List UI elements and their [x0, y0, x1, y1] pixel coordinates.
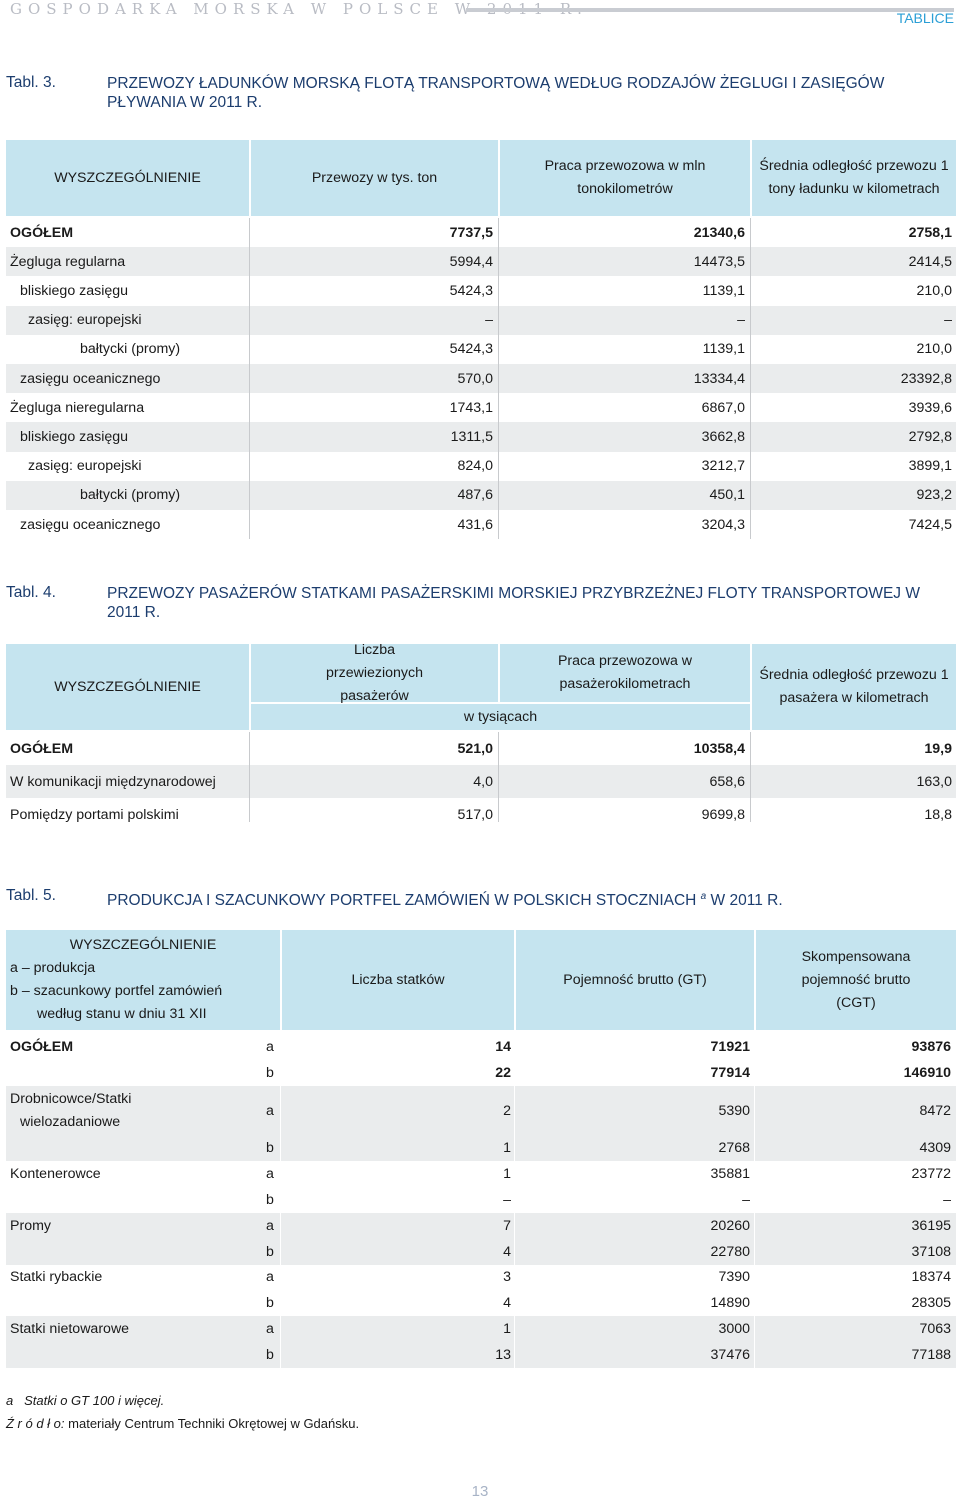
value-cgt: 23772 — [911, 1166, 951, 1183]
value-transport: 5424,3 — [449, 282, 493, 299]
table5-header-spec-a: a – produkcja — [10, 960, 96, 976]
table-row — [6, 1034, 956, 1060]
column-divider — [514, 1034, 515, 1368]
table4-header-spec: WYSZCZEGÓLNIENIE — [6, 644, 249, 730]
table-row — [6, 1086, 956, 1136]
value-transport: 487,6 — [457, 487, 493, 504]
table4-number: Tabl. 4. — [6, 584, 56, 601]
value-distance: 18,8 — [924, 806, 952, 823]
value-work: 3204,3 — [701, 516, 745, 533]
table-row — [6, 1265, 956, 1291]
value-passengers: 517,0 — [457, 806, 493, 823]
value-distance: 2414,5 — [908, 253, 952, 270]
table-row — [6, 1213, 956, 1239]
value-distance: 923,2 — [916, 487, 952, 504]
value-distance: 3939,6 — [908, 399, 952, 416]
row-kind: b — [266, 1140, 274, 1157]
table-row — [6, 1187, 956, 1213]
column-divider — [280, 1034, 281, 1368]
row-label: bliskiego zasięgu — [20, 282, 129, 299]
row-kind: a — [266, 1038, 274, 1055]
value-work: 9699,8 — [701, 806, 745, 823]
value-distance: 2758,1 — [908, 224, 952, 241]
value-cgt: 146910 — [903, 1064, 951, 1081]
row-label: Statki rybackie — [10, 1269, 103, 1286]
row-label: Żegluga nieregularna — [10, 399, 145, 416]
value-distance: – — [944, 312, 952, 329]
row-label: Kontenerowce — [10, 1166, 101, 1183]
table-row — [6, 276, 956, 305]
table5-title-year: W 2011 R. — [710, 892, 783, 910]
value-ships: 13 — [495, 1346, 511, 1363]
table-row — [6, 1239, 956, 1265]
table5-header-gt: Pojemność brutto (GT) — [516, 930, 754, 1030]
value-work: 10358,4 — [693, 740, 745, 757]
header-rule — [466, 8, 954, 12]
table-row — [6, 1316, 956, 1342]
row-label-line1: Drobnicowce/Statki — [10, 1090, 132, 1107]
value-ships: 4 — [503, 1295, 511, 1312]
table4-header-unit: w tysiącach — [251, 704, 750, 730]
row-label: OGÓŁEM — [10, 1038, 74, 1055]
value-ships: 7 — [503, 1217, 511, 1234]
value-cgt: 7063 — [919, 1321, 951, 1338]
table-row — [6, 218, 956, 247]
value-distance: 210,0 — [916, 341, 952, 358]
value-transport: 1743,1 — [449, 399, 493, 416]
value-cgt: 77188 — [911, 1346, 951, 1363]
value-transport: 5424,3 — [449, 341, 493, 358]
row-kind: b — [266, 1295, 274, 1312]
value-distance: 19,9 — [924, 740, 952, 757]
value-cgt: 18374 — [911, 1269, 951, 1286]
table-row — [6, 1060, 956, 1086]
table4-header-passengers: Liczba przewiezionych pasażerów — [251, 644, 498, 702]
value-ships: 3 — [503, 1269, 511, 1286]
value-cgt: 37108 — [911, 1243, 951, 1260]
value-distance: 210,0 — [916, 282, 952, 299]
table5-header-spec-b: b – szacunkowy portfel zamówień — [10, 983, 223, 999]
table-row — [6, 452, 956, 481]
row-label: zasięg: europejski — [28, 458, 142, 475]
table-row — [6, 732, 956, 765]
value-gt: 3000 — [718, 1321, 750, 1338]
row-kind: a — [266, 1102, 274, 1119]
table-row — [6, 364, 956, 393]
row-label: W komunikacji międzynarodowej — [10, 773, 216, 790]
page-number: 13 — [471, 1483, 489, 1500]
value-distance: 7424,5 — [908, 516, 952, 533]
row-kind: a — [266, 1321, 274, 1338]
table5-title — [107, 887, 937, 910]
column-divider — [754, 1034, 755, 1368]
value-gt: 35881 — [710, 1166, 750, 1183]
column-divider — [750, 732, 751, 822]
value-cgt: 36195 — [911, 1217, 951, 1234]
row-label: OGÓŁEM — [10, 740, 74, 757]
value-cgt: 8472 — [919, 1102, 951, 1119]
value-distance: 2792,8 — [908, 428, 952, 445]
value-work: 450,1 — [709, 487, 745, 504]
table5-title-footnote-mark: a — [700, 891, 707, 902]
value-work: 13334,4 — [693, 370, 745, 387]
value-ships: 1 — [503, 1321, 511, 1338]
value-cgt: – — [943, 1192, 951, 1209]
row-kind: b — [266, 1064, 274, 1081]
value-gt: 71921 — [710, 1038, 750, 1055]
value-gt: – — [742, 1192, 750, 1209]
row-label: bałtycki (promy) — [80, 341, 181, 358]
table-row — [6, 798, 956, 831]
value-cgt: 93876 — [911, 1038, 951, 1055]
row-label: bałtycki (promy) — [80, 487, 181, 504]
row-kind: b — [266, 1243, 274, 1260]
table5-header-ships: Liczba statków — [282, 930, 514, 1030]
footnote-text: Statki o GT 100 i więcej. — [24, 1393, 165, 1408]
row-kind: a — [266, 1269, 274, 1286]
row-label: zasięgu oceanicznego — [20, 370, 161, 387]
table-row — [6, 306, 956, 335]
table-row — [6, 422, 956, 451]
source-label: Ź r ó d ł o: — [6, 1416, 65, 1431]
value-ships: – — [503, 1192, 511, 1209]
row-label: bliskiego zasięgu — [20, 428, 129, 445]
value-distance: 23392,8 — [900, 370, 952, 387]
table-row — [6, 247, 956, 276]
value-gt: 5390 — [718, 1102, 750, 1119]
table-row — [6, 481, 956, 510]
table5-title-text: PRODUKCJA I SZACUNKOWY PORTFEL ZAMÓWIEŃ W POLSKICH STOCZNIACH — [107, 892, 697, 910]
column-divider — [249, 218, 250, 539]
table-row — [6, 393, 956, 422]
value-work: 658,6 — [709, 773, 745, 790]
row-kind: a — [266, 1217, 274, 1234]
table5-number: Tabl. 5. — [6, 887, 56, 904]
table3-header-distance: Średnia odległość przewozu 1 tony ładunku w kilometrach — [752, 140, 956, 216]
row-kind: b — [266, 1346, 274, 1363]
table3-header-spec: WYSZCZEGÓLNIENIE — [6, 140, 249, 216]
row-label: zasięg: europejski — [28, 312, 142, 329]
table-row — [6, 1342, 956, 1368]
column-divider — [498, 732, 499, 822]
value-gt: 2768 — [718, 1140, 750, 1157]
value-gt: 7390 — [718, 1269, 750, 1286]
table-row — [6, 510, 956, 539]
value-passengers: 4,0 — [473, 773, 493, 790]
value-work: 1139,1 — [702, 282, 745, 299]
section-tag: TABLICE — [896, 10, 954, 26]
value-ships: 4 — [503, 1243, 511, 1260]
row-kind: a — [266, 1166, 274, 1183]
table5-source — [6, 1416, 359, 1431]
value-transport: 570,0 — [457, 370, 493, 387]
column-divider — [750, 218, 751, 539]
value-work: 3662,8 — [701, 428, 745, 445]
value-ships: 2 — [503, 1102, 511, 1119]
table5-header-spec-date: według stanu w dniu 31 XII — [37, 1006, 207, 1022]
value-transport: 7737,5 — [449, 224, 493, 241]
row-label: Żegluga regularna — [10, 253, 126, 270]
table-row — [6, 1161, 956, 1187]
value-ships: 14 — [495, 1038, 511, 1055]
row-label — [10, 1086, 131, 1136]
column-divider — [249, 732, 250, 822]
value-work: – — [737, 312, 745, 329]
table-row — [6, 1136, 956, 1162]
row-kind: b — [266, 1192, 274, 1209]
table4-header-work: Praca przewozowa w pasażerokilometrach — [500, 644, 750, 702]
value-ships: 1 — [503, 1140, 511, 1157]
table5-header-cgt: Skompensowana pojemność brutto (CGT) — [756, 930, 956, 1030]
value-cgt: 28305 — [911, 1295, 951, 1312]
row-label: Statki nietowarowe — [10, 1321, 130, 1338]
table5-header-spec — [6, 930, 280, 1030]
column-divider — [498, 218, 499, 539]
table-row — [6, 335, 956, 364]
value-transport: 1311,5 — [450, 428, 493, 445]
value-gt: 14890 — [710, 1295, 750, 1312]
footnote-mark: a — [6, 1393, 14, 1408]
value-gt: 20260 — [710, 1217, 750, 1234]
table5-footnote — [6, 1393, 164, 1408]
table4-title: PRZEWOZY PASAŻERÓW STATKAMI PASAŻERSKIMI MORSKIEJ PRZYBRZEŻNEJ FLOTY TRANSPORTOWEJ W 2011 R. — [107, 585, 920, 621]
row-label: OGÓŁEM — [10, 224, 74, 241]
table3-header-work: Praca przewozowa w mln tonokilometrów — [500, 140, 750, 216]
value-work: 1139,1 — [702, 341, 745, 358]
row-label: zasięgu oceanicznego — [20, 516, 161, 533]
table3-header-transport: Przewozy w tys. ton — [251, 140, 498, 216]
value-distance: 163,0 — [916, 773, 952, 790]
value-distance: 3899,1 — [908, 458, 952, 475]
value-work: 14473,5 — [693, 253, 745, 270]
value-work: 3212,7 — [701, 458, 745, 475]
value-transport: – — [485, 312, 493, 329]
value-cgt: 4309 — [919, 1140, 951, 1157]
table-row — [6, 1290, 956, 1316]
table4-header-distance: Średnia odległość przewozu 1 pasażera w kilometrach — [752, 644, 956, 730]
row-label-line2: wielozadaniowe — [20, 1113, 121, 1130]
value-work: 6867,0 — [701, 399, 745, 416]
source-text: materiały Centrum Techniki Okrętowej w Gdańsku. — [68, 1416, 360, 1431]
value-ships: 22 — [495, 1064, 511, 1081]
row-label: Pomiędzy portami polskimi — [10, 806, 179, 823]
value-gt: 22780 — [710, 1243, 750, 1260]
table5-header-spec-title: WYSZCZEGÓLNIENIE — [69, 937, 217, 953]
value-transport: 431,6 — [457, 516, 493, 533]
table-row — [6, 765, 956, 798]
value-work: 21340,6 — [693, 224, 745, 241]
page-header-title: GOSPODARKA MORSKA W POLSCE W 2011 R. — [10, 0, 588, 18]
value-passengers: 521,0 — [457, 740, 493, 757]
value-gt: 77914 — [710, 1064, 750, 1081]
table3-title: PRZEWOZY ŁADUNKÓW MORSKĄ FLOTĄ TRANSPORTOWĄ WEDŁUG RODZAJÓW ŻEGLUGI I ZASIĘGÓW PŁYWANIA W 2011 R. — [107, 75, 885, 111]
value-transport: 5994,4 — [449, 253, 493, 270]
table3-number: Tabl. 3. — [6, 74, 56, 91]
row-label: Promy — [10, 1217, 51, 1234]
value-transport: 824,0 — [457, 458, 493, 475]
value-gt: 37476 — [710, 1346, 750, 1363]
value-ships: 1 — [503, 1166, 511, 1183]
